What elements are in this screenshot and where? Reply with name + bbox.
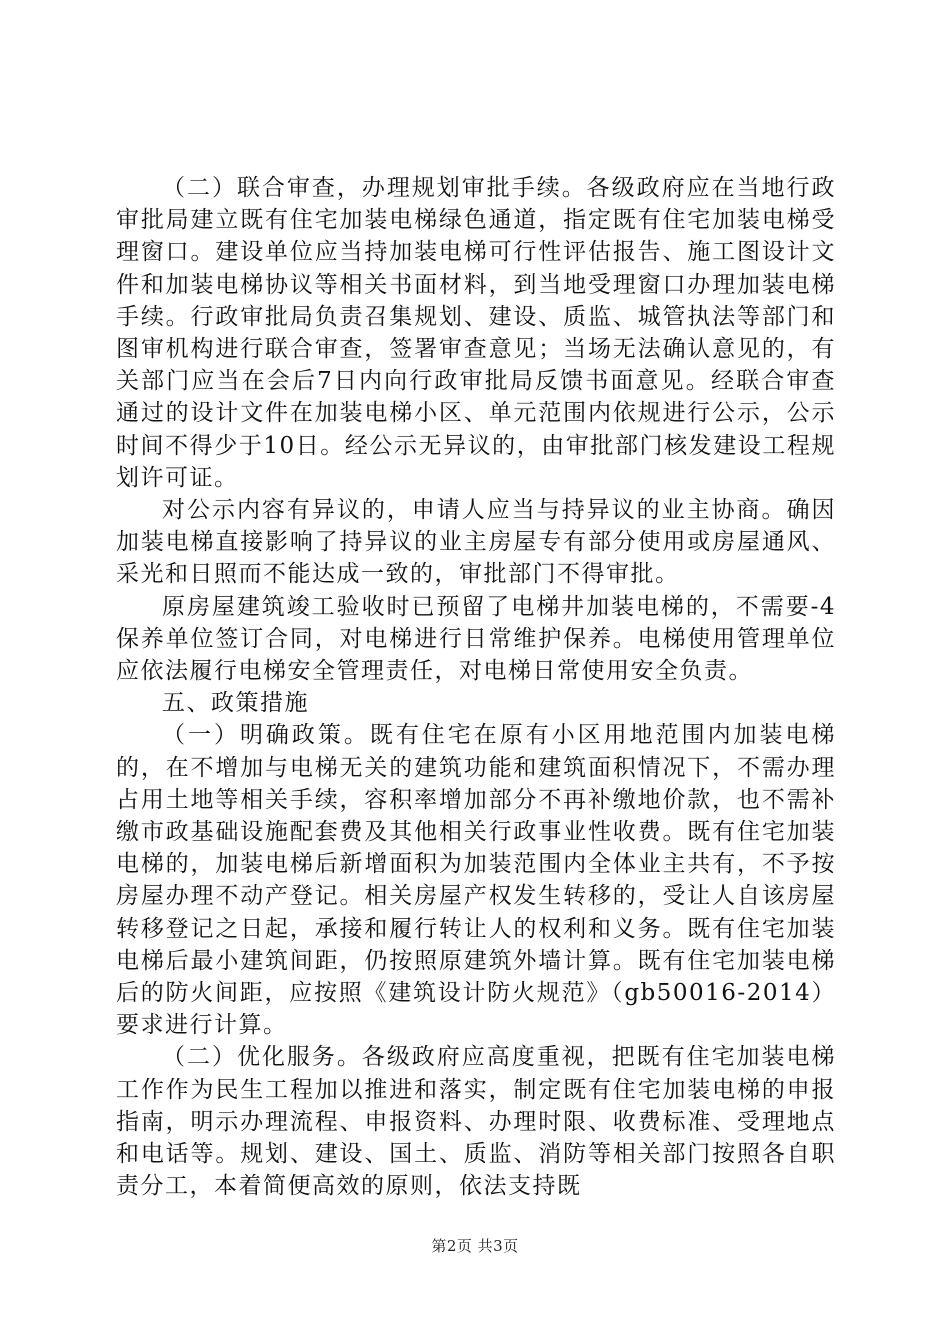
document-body: [116, 172, 836, 1203]
paragraph-objection: 对公示内容有异议的，申请人应当与持异议的业主协商。确因加装电梯直接影响了持异议的业主房屋专有部分使用或房屋通风、采光和日照而不能达成一致的，审批部门不得审批。: [116, 497, 836, 588]
section-heading-policy-measures: 五、政策措施: [162, 690, 309, 717]
paragraph-clarify-policy: （一）明确政策。既有住宅在原有小区用地范围内加装电梯的，在不增加与电梯无关的建筑功能和建筑面积情况下，不需办理占用土地等相关手续，容积率增加部分不再补缴地价款，也不需补缴市政基础设施配套费及其他相关行政事业性收费。既有住宅加装电梯的，加装电梯后新增面积为加装范围内全体业主共有，不予按房屋办理不动产登记。相关房屋产权发生转移的，受让人自该房屋转移登记之日起，承接和履行转让人的权利和义务。既有住宅加装电梯后最小建筑间距，仍按照原建筑外墙计算。既有住宅加装电梯后的防火间距，应按照《建筑设计防火规范》（gb50016-2014）要求进行计算。: [116, 722, 836, 1039]
paragraph-optimize-service: （二）优化服务。各级政府应高度重视，把既有住宅加装电梯工作作为民生工程加以推进和落实，制定既有住宅加装电梯的申报指南，明示办理流程、申报资料、办理时限、收费标准、受理地点和电话等。规划、建设、国土、质监、消防等相关部门按照各自职责分工，本着简便高效的原则，依法支持既: [116, 1044, 836, 1200]
page-footer: 第2页 共3页: [431, 1237, 519, 1255]
paragraph-reserved-shaft: 原房屋建筑竣工验收时已预留了电梯井加装电梯的，不需要-4保养单位签订合同，对电梯进行日常维护保养。电梯使用管理单位应依法履行电梯安全管理责任，对电梯日常使用安全负责。: [116, 593, 836, 685]
paragraph-joint-review: （二）联合审查，办理规划审批手续。各级政府应在当地行政审批局建立既有住宅加装电梯绿色通道，指定既有住宅加装电梯受理窗口。建设单位应当持加装电梯可行性评估报告、施工图设计文件和加装电梯协议等相关书面材料，到当地受理窗口办理加装电梯手续。行政审批局负责召集规划、建设、质监、城管执法等部门和图审机构进行联合审查，签署审查意见；当场无法确认意见的，有关部门应当在会后7日内向行政审批局反馈书面意见。经联合审查通过的设计文件在加装电梯小区、单元范围内依规进行公示，公示时间不得少于10日。经公示无异议的，由审批部门核发建设工程规划许可证。: [116, 175, 836, 491]
